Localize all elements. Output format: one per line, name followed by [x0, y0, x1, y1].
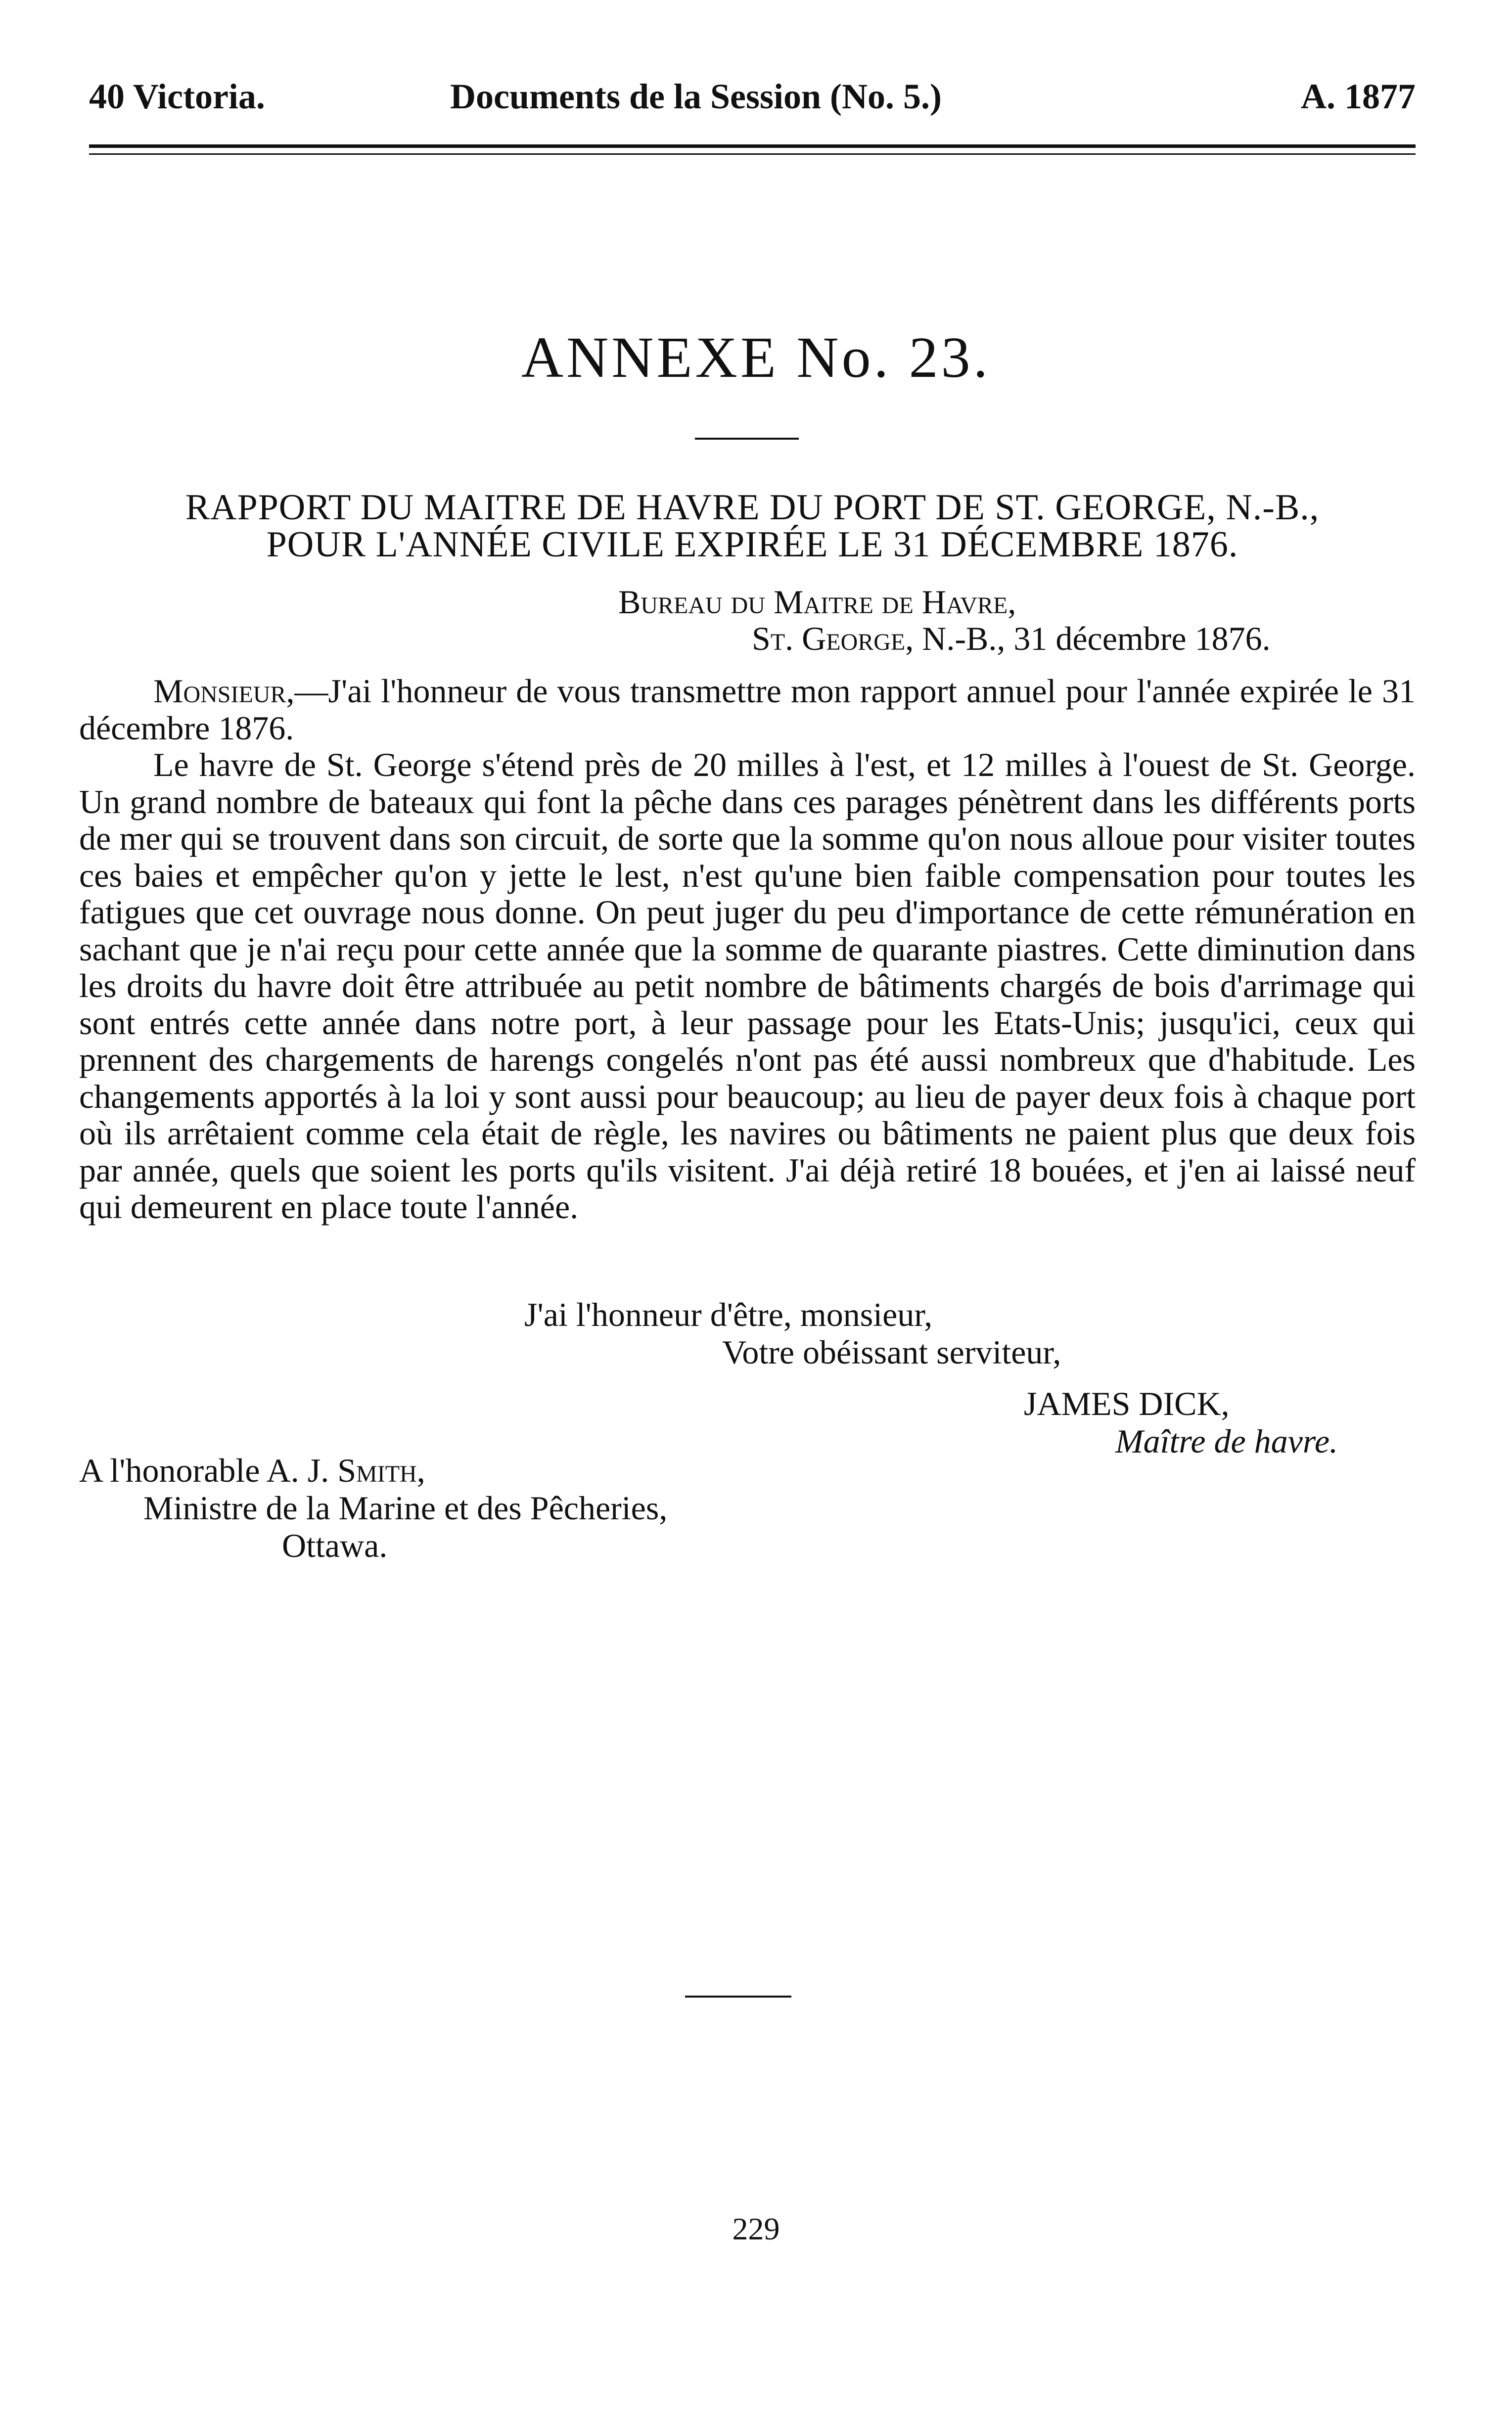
addressee-name: Smith [337, 1452, 417, 1489]
header-rule-thick [89, 144, 1416, 148]
report-heading-line-1: RAPPORT DU MAITRE DE HAVRE DU PORT DE ST. GEORGE, N.-B., [185, 487, 1320, 528]
office-line-2 [752, 620, 1271, 657]
signature-name: JAMES DICK, [1024, 1385, 1230, 1422]
letter-paragraph-2: Le havre de St. George s'étend près de 20 milles à l'est, et 12 milles à l'ouest de St. George. Un grand nombre de bateaux qui font la pêche dans ces parages pénètrent dans les différents ports de mer qui se trouvent dans son circuit, de sorte que la somme qu'on nous alloue pour visiter toutes ces baies et empêcher qu'on y jette le lest, n'est qu'une bien faible compensation pour toutes les fatigues que cet ouvrage nous donne. On peut juger du peu d'importance de cette rémunération en sachant que je n'ai reçu pour cette année que la somme de quarante piastres. Cette diminution dans les droits du havre doit être attribuée au petit nombre de bâtiments chargés de bois d'arrimage qui sont entrés cette année dans notre port, à leur passage pour les Etats-Unis; jusqu'ici, ceux qui prennent des chargements de harengs congelés n'ont pas été aussi nombreux que d'habitude. Les changements apportés à la loi y sont aussi pour beaucoup; au lieu de payer deux fois à chaque port où ils arrêtaient comme cela était de règle, les navires ou bâtiments ne paient plus que deux fois par année, quels que soient les ports qu'ils visitent. J'ai déjà retiré 18 bouées, et j'en ai laissé neuf qui demeurent en place toute l'année. [79, 746, 1416, 1226]
addressee-line-1: A l'honorable A. J. Smith, [79, 1452, 425, 1489]
header-session: 40 Victoria. [89, 77, 265, 116]
addressee-line-3: Ottawa. [282, 1527, 388, 1564]
letter-paragraph-1: Monsieur,—J'ai l'honneur de vous transmettre mon rapport annuel pour l'année expirée le 31 décembre 1876. [79, 672, 1416, 747]
header-rule-thin [89, 153, 1416, 155]
title-divider [695, 438, 799, 440]
salutation: Monsieur, [153, 672, 295, 710]
report-heading-line-2: POUR L'ANNÉE CIVILE EXPIRÉE LE 31 DÉCEMBRE 1876. [266, 524, 1238, 565]
closing-line-2: Votre obéissant serviteur, [722, 1333, 1061, 1371]
header-year: A. 1877 [1301, 77, 1416, 116]
page-number: 229 [732, 2211, 780, 2246]
letter-body [79, 673, 1416, 1226]
office-line-1: Bureau du Maitre de Havre, [618, 583, 1016, 621]
addressee-line-2: Ministre de la Marine et des Pêcheries, [143, 1489, 668, 1527]
closing-line-1: J'ai l'honneur d'être, monsieur, [524, 1296, 933, 1333]
annex-title: ANNEXE No. 23. [521, 325, 991, 390]
office-date: , N.-B., 31 décembre 1876. [905, 620, 1271, 657]
end-divider [685, 1996, 791, 1998]
office-place: St. George [752, 620, 906, 657]
header-documents: Documents de la Session (No. 5.) [450, 77, 942, 116]
running-header [89, 74, 1416, 119]
signature-role: Maître de havre. [1115, 1422, 1338, 1460]
